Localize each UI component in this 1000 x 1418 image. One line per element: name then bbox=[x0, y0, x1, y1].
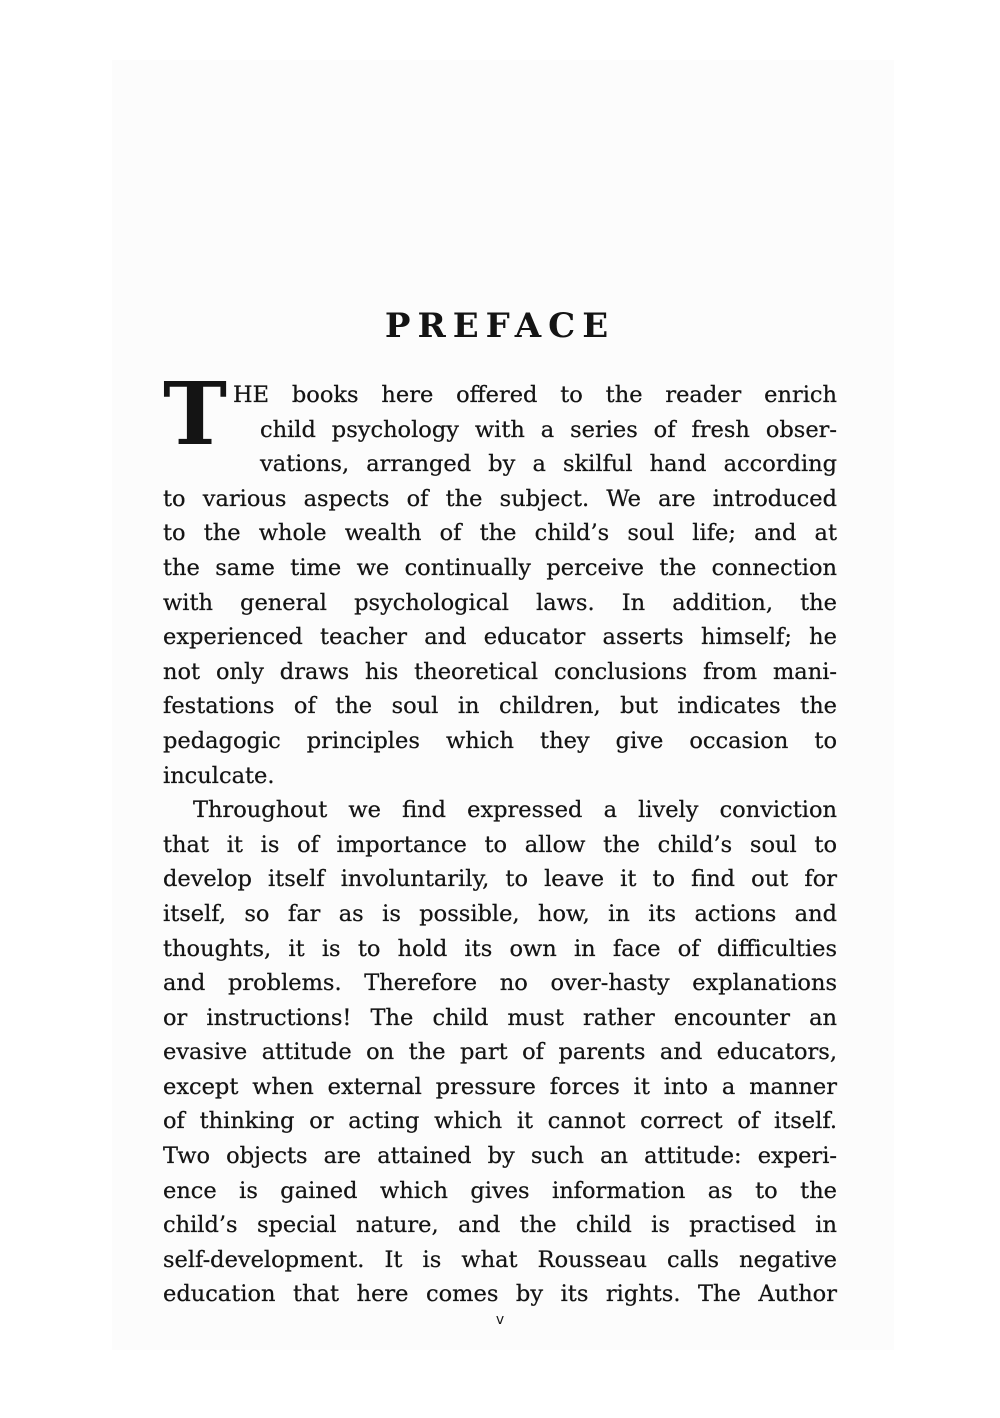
text-line: festations of the soul in children, but indicates the bbox=[163, 693, 837, 720]
text-line: or instructions! The child must rather encounter an bbox=[163, 1004, 837, 1031]
text-line: Two objects are attained by such an attitude: experi- bbox=[163, 1143, 837, 1170]
text-line: thoughts, it is to hold its own in face of difficulties bbox=[163, 935, 837, 962]
text-line: itself, so far as is possible, how, in its actions and bbox=[163, 900, 837, 927]
text-line: develop itself involuntarily, to leave it to find out for bbox=[163, 866, 837, 893]
page-number: v bbox=[495, 1312, 505, 1328]
text-line: to the whole wealth of the child’s soul life; and at bbox=[163, 520, 837, 547]
drop-cap: T bbox=[163, 364, 227, 465]
text-line: child’s special nature, and the child is practised in bbox=[163, 1212, 837, 1239]
text-line: with general psychological laws. In addition, the bbox=[163, 589, 837, 616]
text-line: and problems. Therefore no over-hasty explanations bbox=[163, 970, 837, 997]
text-line: that it is of importance to allow the child’s soul to bbox=[163, 831, 837, 858]
paragraph-1 bbox=[163, 378, 837, 793]
text-line: education that here comes by its rights. The Author bbox=[163, 1281, 837, 1308]
page-title: PREFACE bbox=[384, 306, 616, 346]
text-line: not only draws his theoretical conclusions from mani- bbox=[163, 658, 837, 685]
text-line: HE books here offered to the reader enrich bbox=[233, 382, 837, 408]
text-line: experienced teacher and educator asserts himself; he bbox=[163, 624, 837, 651]
text-line: child psychology with a series of fresh obser- bbox=[260, 416, 837, 443]
text-line: evasive attitude on the part of parents and educators, bbox=[163, 1039, 837, 1066]
text-line: of thinking or acting which it cannot correct of itself. bbox=[163, 1108, 837, 1135]
text-line: self-development. It is what Rousseau calls negative bbox=[163, 1246, 837, 1273]
text-line: pedagogic principles which they give occasion to bbox=[163, 727, 837, 754]
body-text bbox=[163, 378, 837, 1312]
text-line: except when external pressure forces it into a manner bbox=[163, 1073, 837, 1100]
text-line: ence is gained which gives information as to the bbox=[163, 1177, 837, 1204]
paragraph-2 bbox=[163, 793, 837, 1312]
text-line: the same time we continually perceive the connection bbox=[163, 554, 837, 581]
text-line: Throughout we find expressed a lively conviction bbox=[193, 797, 837, 824]
text-line: to various aspects of the subject. We are introduced bbox=[163, 485, 837, 512]
text-line: vations, arranged by a skilful hand according bbox=[260, 451, 837, 478]
text-line: inculcate. bbox=[163, 762, 275, 789]
